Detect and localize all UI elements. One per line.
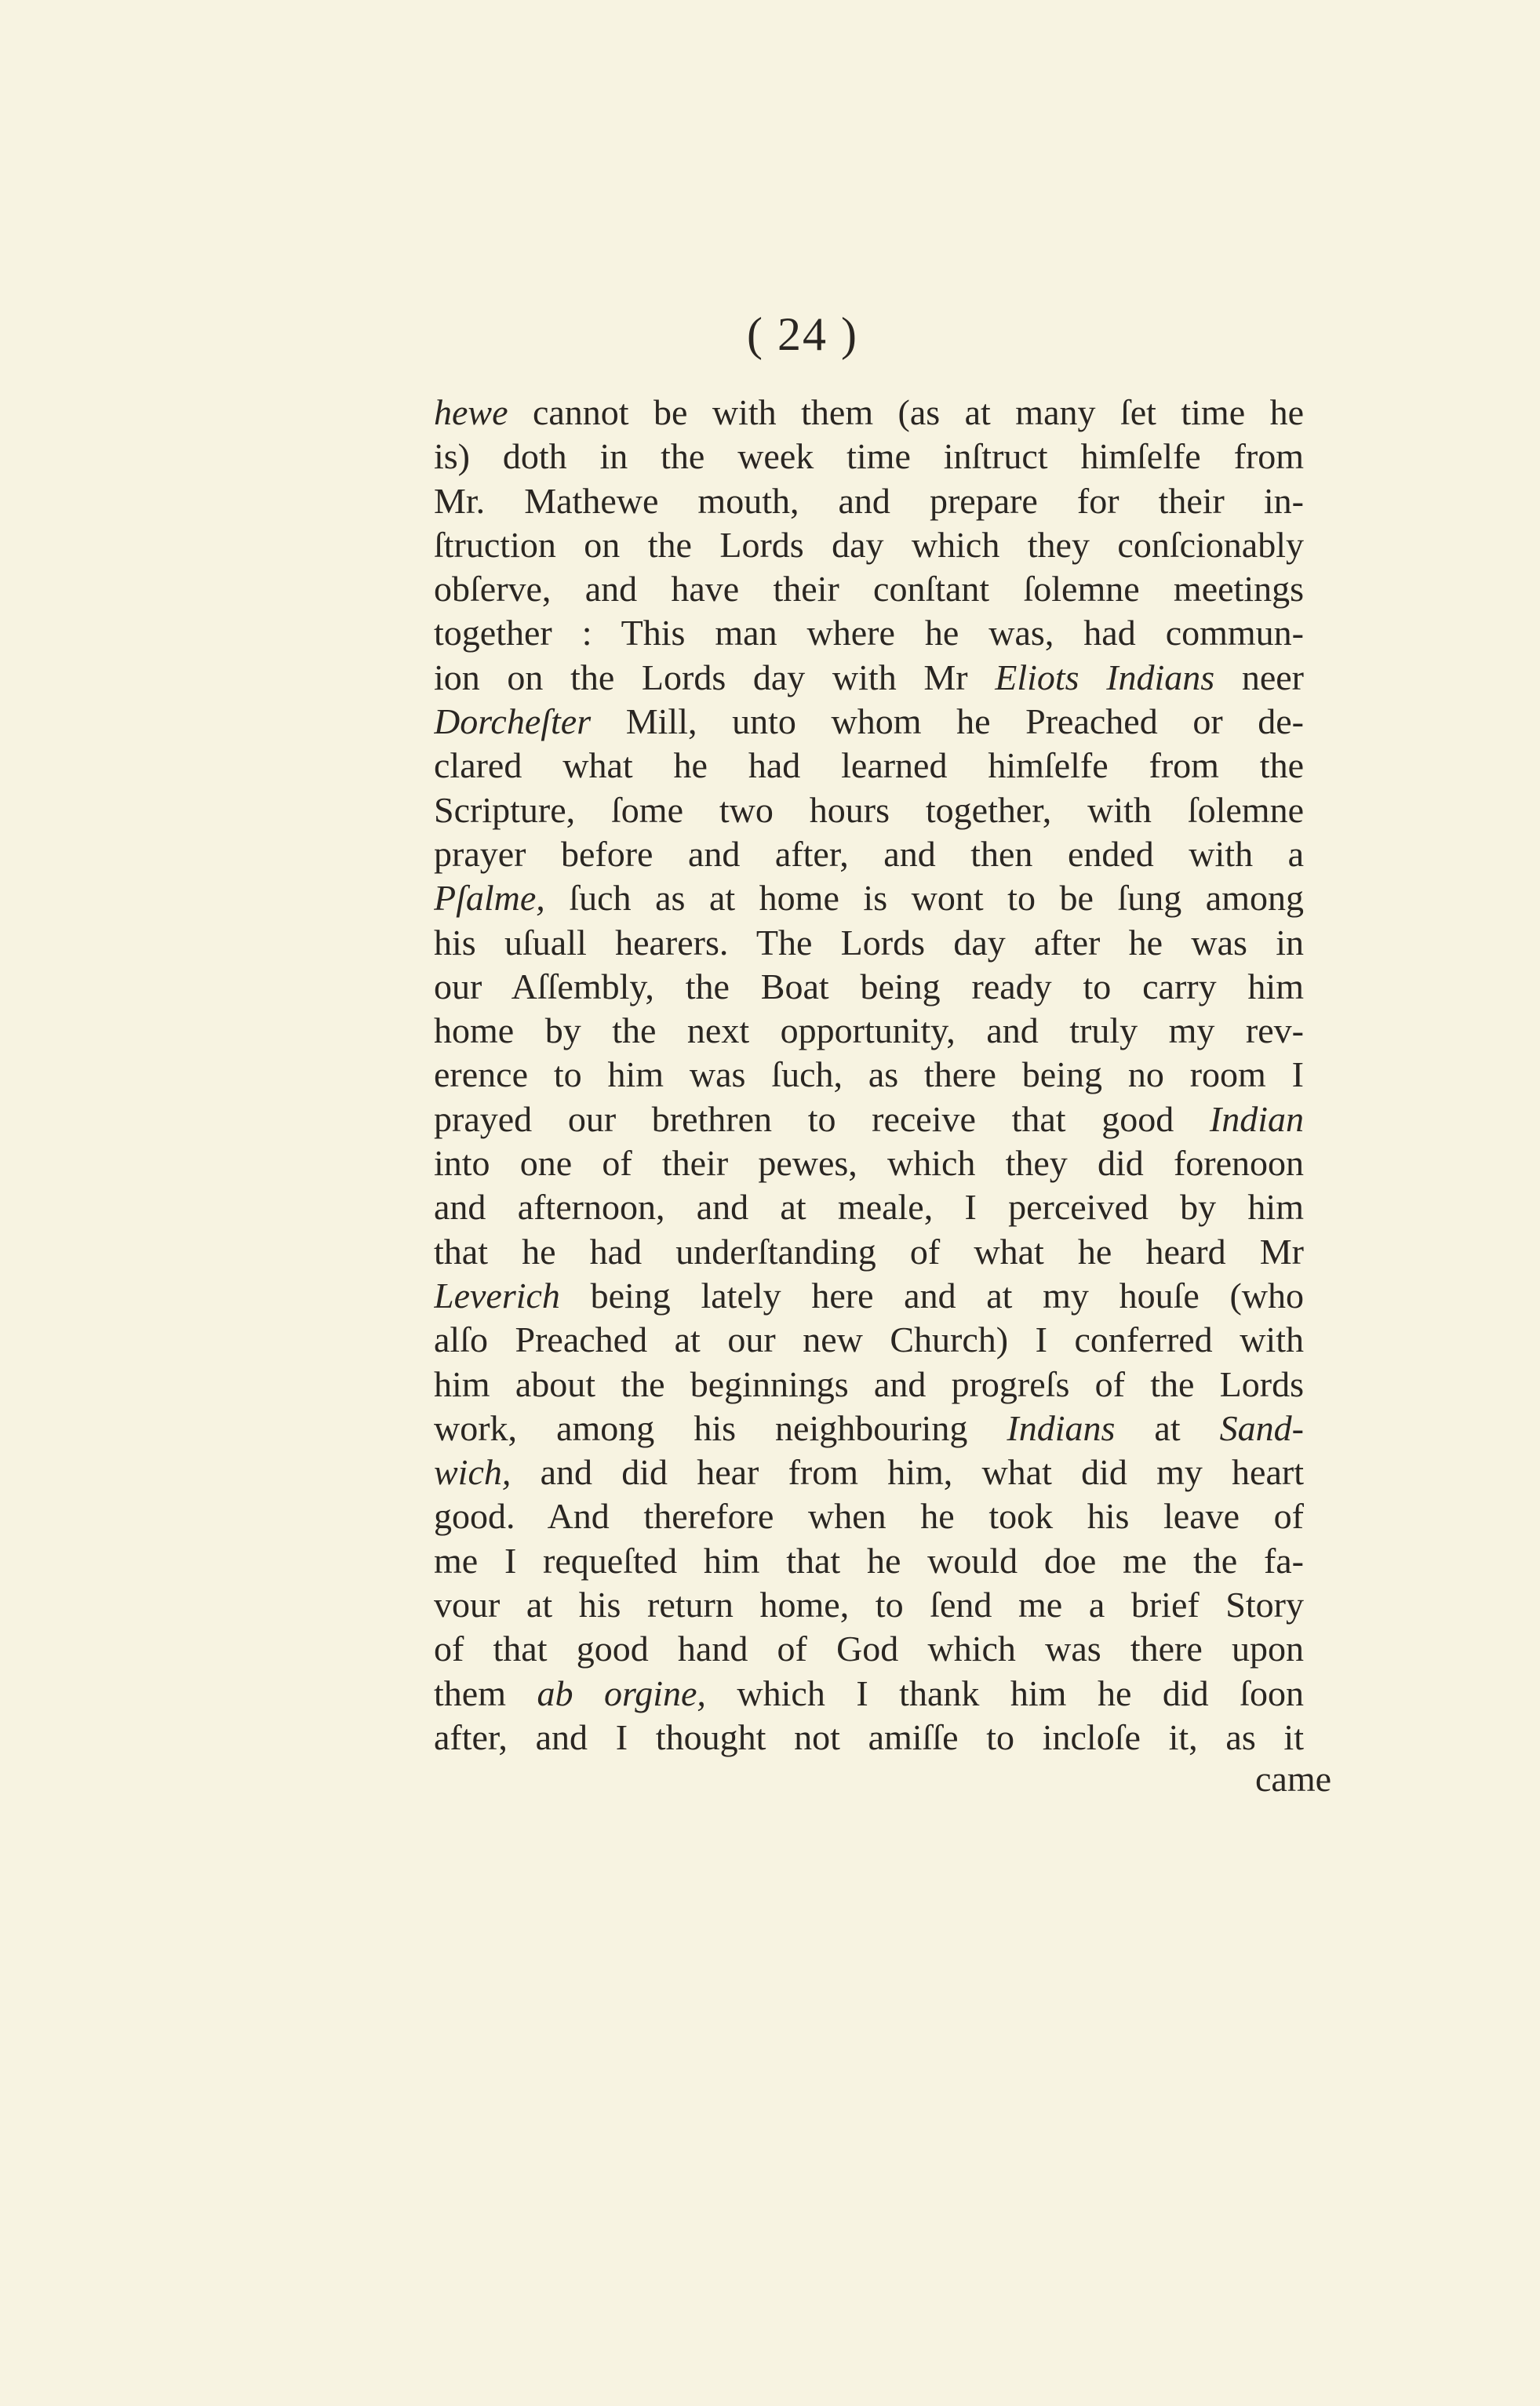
text-span: cannot be with them (as at many ſet time he	[508, 392, 1304, 432]
text-line	[434, 1672, 1304, 1716]
text-line	[434, 1097, 1304, 1141]
text-line	[434, 435, 1304, 479]
text-span: is) doth in the week time inſtruct himſelfe from	[434, 436, 1304, 477]
text-line	[434, 832, 1304, 876]
text-span: together : This man where he was, had commun-	[434, 613, 1304, 653]
text-line	[434, 1494, 1304, 1538]
text-span: our Aſſembly, the Boat being ready to carry him	[434, 966, 1304, 1006]
text-span: ſtruction on the Lords day which they conſcionably	[434, 524, 1304, 565]
text-line	[434, 611, 1304, 655]
text-span: being lately here and at my houſe (who	[559, 1275, 1304, 1316]
text-span: prayer before and after, and then ended with a	[434, 833, 1304, 874]
text-line	[434, 965, 1304, 1009]
text-line	[434, 1716, 1304, 1760]
text-span: alſo Preached at our new Church) I conferred with	[434, 1319, 1304, 1360]
text-line	[434, 1407, 1304, 1451]
page-number: ( 24 )	[747, 308, 858, 360]
text-line	[434, 391, 1304, 435]
text-span: them	[434, 1673, 537, 1713]
text-span: that he had underſtanding of what he heard Mr	[434, 1231, 1304, 1272]
italic-span: hewe	[434, 392, 508, 432]
text-span: obſerve, and have their conſtant ſolemne meetings	[434, 569, 1304, 610]
text-line	[434, 788, 1304, 832]
italic-span: wich,	[434, 1452, 512, 1493]
text-span: good. And therefore when he took his leave of	[434, 1496, 1304, 1537]
text-span: work, among his neighbouring	[434, 1407, 1007, 1448]
text-line	[434, 1230, 1304, 1274]
text-span: him about the beginnings and progreſs of the Lords	[434, 1363, 1304, 1404]
text-line	[434, 1318, 1304, 1362]
text-line	[434, 1274, 1304, 1318]
text-span: prayed our brethren to receive that good	[434, 1098, 1210, 1139]
text-span: ion on the Lords day with Mr	[434, 657, 996, 697]
text-line	[434, 567, 1304, 611]
text-line	[434, 479, 1304, 523]
text-line	[434, 523, 1304, 567]
text-span: which I thank him he did ſoon	[705, 1673, 1304, 1713]
italic-span: ab orgine,	[537, 1673, 706, 1713]
text-line	[434, 1583, 1304, 1627]
italic-span: Leverich	[434, 1275, 560, 1316]
text-line	[434, 876, 1304, 920]
text-span: of that good hand of God which was there upon	[434, 1629, 1304, 1669]
text-span: neer	[1214, 657, 1304, 697]
text-line	[434, 656, 1304, 700]
text-span: and afternoon, and at meale, I perceived by him	[434, 1187, 1304, 1228]
text-span: me I requeſted him that he would doe me the fa-	[434, 1540, 1304, 1581]
italic-span: Indian	[1209, 1098, 1304, 1139]
text-span: at	[1115, 1407, 1220, 1448]
text-span: his uſuall hearers. The Lords day after he was in	[434, 922, 1304, 963]
text-line	[434, 1141, 1304, 1185]
text-line	[434, 1539, 1304, 1583]
text-span: erence to him was ſuch, as there being no room I	[434, 1054, 1304, 1095]
italic-span: Indians	[1007, 1407, 1116, 1448]
text-line	[434, 921, 1304, 965]
italic-span: Dorcheſter	[434, 701, 592, 742]
text-span: Mill, unto whom he Preached or de-	[591, 701, 1304, 742]
text-span: and did hear from him, what did my heart	[511, 1452, 1304, 1493]
text-line	[434, 1053, 1304, 1097]
text-line	[434, 1451, 1304, 1494]
text-span: home by the next opportunity, and truly my rev-	[434, 1010, 1304, 1051]
text-span: into one of their pewes, which they did forenoon	[434, 1143, 1304, 1184]
body-text	[434, 391, 1304, 1760]
italic-span: Pſalme,	[434, 878, 545, 919]
text-span: clared what he had learned himſelfe from the	[434, 745, 1304, 786]
text-line	[434, 1185, 1304, 1229]
text-span: Scripture, ſome two hours together, with ſolemne	[434, 789, 1304, 830]
text-line	[434, 1009, 1304, 1053]
italic-span: Sand-	[1219, 1407, 1304, 1448]
text-span: vour at his return home, to ſend me a brief Story	[434, 1585, 1304, 1625]
text-span: ſuch as at home is wont to be ſung among	[544, 878, 1304, 919]
catchword: came	[1255, 1759, 1332, 1799]
text-span: after, and I thought not amiſſe to incloſe it, as it	[434, 1716, 1304, 1757]
italic-span: Eliots Indians	[995, 657, 1215, 697]
text-line	[434, 1363, 1304, 1407]
text-line	[434, 1627, 1304, 1671]
text-span: Mr. Mathewe mouth, and prepare for their in-	[434, 480, 1304, 521]
text-line	[434, 744, 1304, 788]
text-line	[434, 700, 1304, 744]
